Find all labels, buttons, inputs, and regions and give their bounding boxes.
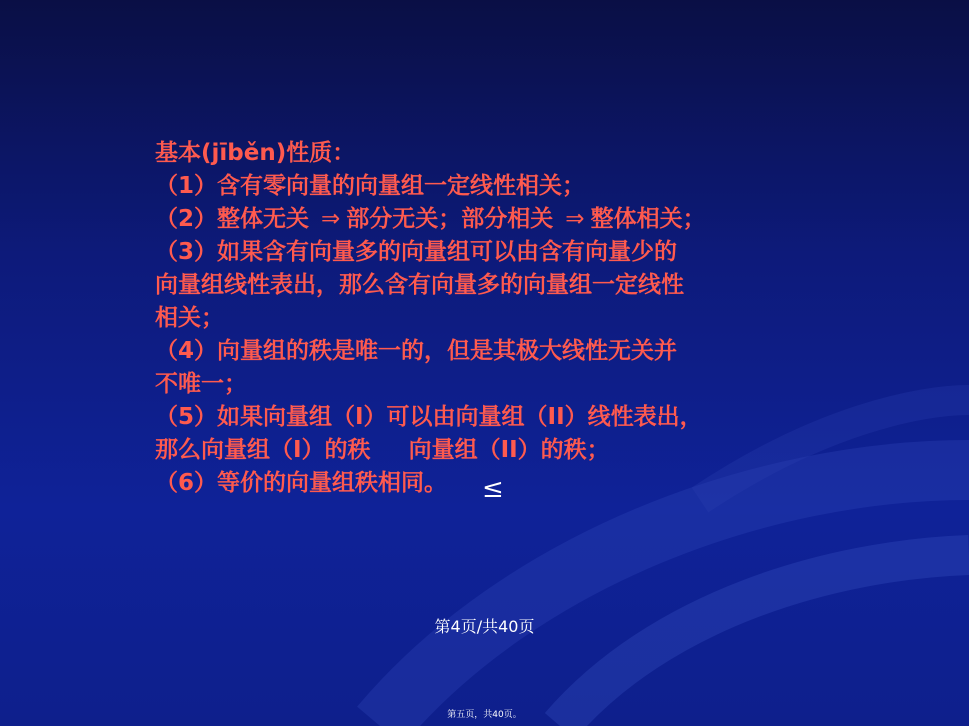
less-or-equal-symbol: ≤ [482, 474, 504, 504]
property-4-line-1: （4）向量组的秩是唯一的，但是其极大线性无关并 [155, 338, 678, 364]
property-4-line-2: 不唯一； [155, 371, 247, 397]
property-5-part-a: 那么向量组（I）的秩 [155, 437, 371, 463]
property-2 [155, 203, 835, 236]
properties-heading: 基本(jīběn)性质： [155, 140, 356, 166]
property-2-part-c: 整体相关； [590, 206, 706, 232]
property-3-line-1: （3）如果含有向量多的向量组可以由含有向量少的 [155, 239, 678, 265]
footnote: 第五页，共40页。 [447, 710, 522, 720]
property-2-part-a: （2）整体无关 [155, 206, 310, 232]
property-3-line-2: 向量组线性表出，那么含有向量多的向量组一定线性 [155, 272, 684, 298]
implies-arrow-icon: ⇒ [321, 206, 341, 232]
property-3-line-3: 相关； [155, 305, 224, 331]
property-5-part-b: 向量组（II）的秩； [408, 437, 610, 463]
property-2-part-b: 部分无关；部分相关 [346, 206, 554, 232]
implies-arrow-icon: ⇒ [565, 206, 585, 232]
property-6: （6）等价的向量组秩相同。 [155, 470, 448, 496]
properties-text-block [155, 137, 835, 500]
property-1: （1）含有零向量的向量组一定线性相关； [155, 173, 586, 199]
page-number: 第4页/共40页 [434, 617, 535, 636]
property-5-line-2 [155, 434, 835, 467]
property-5-line-1: （5）如果向量组（I）可以由向量组（II）线性表出， [155, 404, 703, 430]
